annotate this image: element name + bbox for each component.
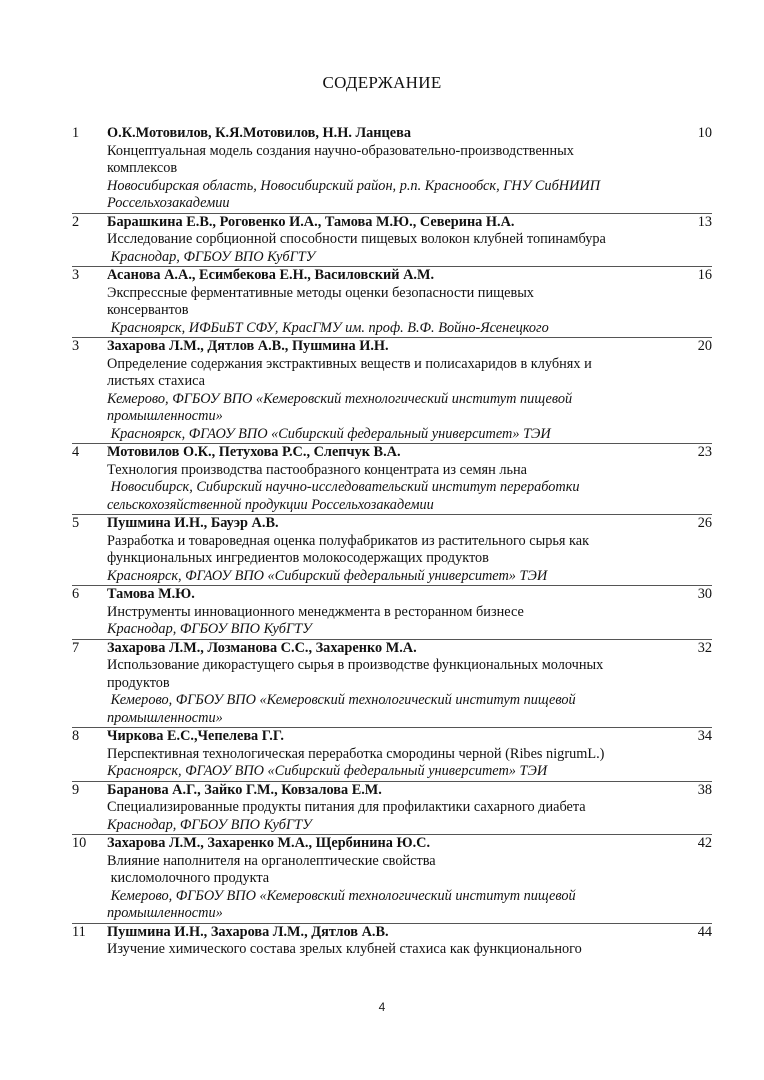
page-title: СОДЕРЖАНИЕ [322, 73, 442, 92]
entry-affiliation-line: промышленности» [107, 408, 223, 424]
entry-body [107, 586, 652, 639]
entry-title-line: функциональных ингредиентов молокосодержащих продуктов [107, 550, 489, 566]
entry-title-line: комплексов [107, 160, 178, 176]
entry-affiliation-line: Кемерово, ФГБОУ ВПО «Кемеровский технологический институт пищевой [107, 692, 576, 708]
entry-body [107, 214, 652, 267]
entry-number: 8 [72, 728, 80, 744]
entry-page-number: 23 [697, 444, 712, 460]
entry-affiliation-line: Красноярск, ФГАОУ ВПО «Сибирский федеральный университет» ТЭИ [107, 763, 548, 779]
entry-page-number: 30 [697, 586, 712, 602]
entry-title-line: Перспективная технологическая переработка смородины черной (Ribes nigrumL.) [107, 745, 605, 762]
entry-affiliation-line: Красноярск, ФГАОУ ВПО «Сибирский федеральный университет» ТЭИ [107, 567, 548, 584]
entry-number: 7 [72, 639, 80, 656]
toc-entry [72, 444, 712, 514]
entry-page-number: 32 [697, 639, 712, 656]
toc-entry [72, 835, 712, 923]
toc-entry [72, 640, 712, 728]
entry-body [107, 835, 652, 923]
entry-title-line: Определение содержания экстрактивных веществ и полисахаридов в клубнях и [107, 355, 592, 372]
entry-body [107, 515, 652, 585]
page-number: 4 [378, 1000, 386, 1014]
entry-body [107, 728, 652, 781]
entry-affiliation-line: Краснодар, ФГБОУ ВПО КубГТУ [107, 816, 312, 833]
entry-affiliation-line: Краснодар, ФГБОУ ВПО КубГТУ [107, 621, 312, 637]
entry-page-number: 20 [697, 338, 712, 354]
entry-affiliation-line: промышленности» [107, 905, 223, 921]
entry-title-line: продуктов [107, 674, 170, 691]
entry-title-line: Изучение химического состава зрелых клубней стахиса как функционального [107, 941, 582, 957]
toc-entry [72, 338, 712, 443]
entry-body [107, 267, 652, 337]
entry-number: 11 [72, 923, 86, 940]
entry-body [107, 338, 652, 443]
entry-number: 4 [72, 444, 80, 460]
entry-body [107, 444, 652, 514]
entry-page-number: 38 [697, 781, 712, 798]
entry-number: 6 [72, 586, 80, 602]
entry-page-number: 16 [697, 267, 712, 283]
entry-affiliation-line: Кемерово, ФГБОУ ВПО «Кемеровский технологический институт пищевой [107, 887, 576, 904]
entry-title-line: Инструменты инновационного менеджмента в ресторанном бизнесе [107, 603, 524, 620]
entry-page-number: 10 [697, 125, 712, 141]
entry-number: 3 [72, 267, 80, 283]
toc-entry [72, 728, 712, 781]
entry-authors: Захарова Л.М., Дятлов А.В., Пушмина И.Н. [107, 338, 389, 354]
toc-entry [72, 267, 712, 337]
toc-entry [72, 214, 712, 267]
entry-number: 2 [72, 213, 80, 230]
entry-authors: Захарова Л.М., Захаренко М.А., Щербинина Ю.С. [107, 835, 431, 851]
entry-page-number: 34 [697, 728, 712, 744]
entry-affiliation-line: Новосибирская область, Новосибирский район, р.п. Краснообск, ГНУ СибНИИП [107, 177, 601, 194]
entry-title-line: Технология производства пастообразного концентрата из семян льна [107, 461, 527, 478]
table-of-contents [72, 125, 712, 959]
entry-affiliation-line: Красноярск, ФГАОУ ВПО «Сибирский федеральный университет» ТЭИ [107, 425, 551, 442]
entry-title-line: Разработка и товароведная оценка полуфабрикатов из растительного сырья как [107, 532, 590, 549]
entry-page-number: 26 [697, 515, 712, 531]
entry-authors: Захарова Л.М., Лозманова С.С., Захаренко М.А. [107, 639, 417, 656]
entry-page-number: 44 [697, 923, 712, 940]
entry-title-line: кисломолочного продукта [107, 870, 270, 886]
entry-body [107, 924, 652, 959]
toc-entry [72, 782, 712, 835]
entry-number: 10 [72, 835, 87, 851]
entry-title-line: Влияние наполнителя на органолептические свойства [107, 852, 436, 869]
toc-entry [72, 515, 712, 585]
entry-number: 1 [72, 125, 80, 141]
entry-title-line: Экспрессные ферментативные методы оценки безопасности пищевых [107, 284, 534, 301]
entry-body [107, 125, 652, 213]
entry-body [107, 640, 652, 728]
toc-entry [72, 125, 712, 213]
entry-affiliation-line: Красноярск, ИФБиБТ СФУ, КрасГМУ им. проф. В.Ф. Войно-Ясенецкого [107, 319, 549, 336]
entry-authors: Асанова А.А., Есимбекова Е.Н., Василовский А.М. [107, 267, 435, 283]
entry-page-number: 13 [697, 213, 712, 230]
entry-title-line: Использование дикорастущего сырья в производстве функциональных молочных [107, 657, 604, 673]
entry-authors: Пушмина И.Н., Захарова Л.М., Дятлов А.В. [107, 923, 389, 940]
entry-affiliation-line: Кемерово, ФГБОУ ВПО «Кемеровский технологический институт пищевой [107, 390, 573, 407]
entry-title-line: листьях стахиса [107, 373, 205, 389]
entry-affiliation-line: Краснодар, ФГБОУ ВПО КубГТУ [107, 248, 316, 265]
toc-entry [72, 586, 712, 639]
entry-affiliation-line: промышленности» [107, 709, 223, 726]
entry-page-number: 42 [697, 835, 712, 851]
entry-title-line: консервантов [107, 302, 189, 318]
entry-number: 5 [72, 515, 80, 531]
entry-affiliation-line: Новосибирск, Сибирский научно-исследовательский институт переработки [107, 479, 580, 495]
entry-body [107, 782, 652, 835]
entry-affiliation-line: сельскохозяйственной продукции Россельхозакадемии [107, 496, 434, 513]
toc-entry [72, 924, 712, 959]
entry-authors: Чиркова Е.С.,Чепелева Г.Г. [107, 728, 284, 744]
entry-affiliation-line: Россельхозакадемии [107, 195, 230, 211]
entry-authors: Тамова М.Ю. [107, 586, 195, 602]
entry-authors: Пушмина И.Н., Бауэр А.В. [107, 515, 279, 531]
entry-title-line: Концептуальная модель создания научно-образовательно-производственных [107, 142, 574, 159]
entry-authors: Барашкина Е.В., Роговенко И.А., Тамова М.Ю., Северина Н.А. [107, 213, 515, 230]
entry-number: 3 [72, 338, 80, 354]
entry-title-line: Специализированные продукты питания для профилактики сахарного диабета [107, 799, 586, 815]
entry-title-line: Исследование сорбционной способности пищевых волокон клубней топинамбура [107, 231, 606, 247]
entry-authors: О.К.Мотовилов, К.Я.Мотовилов, Н.Н. Ланцева [107, 125, 411, 141]
entry-number: 9 [72, 781, 80, 798]
entry-authors: Мотовилов О.К., Петухова Р.С., Слепчук В.А. [107, 444, 401, 460]
entry-authors: Баранова А.Г., Зайко Г.М., Ковзалова Е.М. [107, 781, 382, 798]
